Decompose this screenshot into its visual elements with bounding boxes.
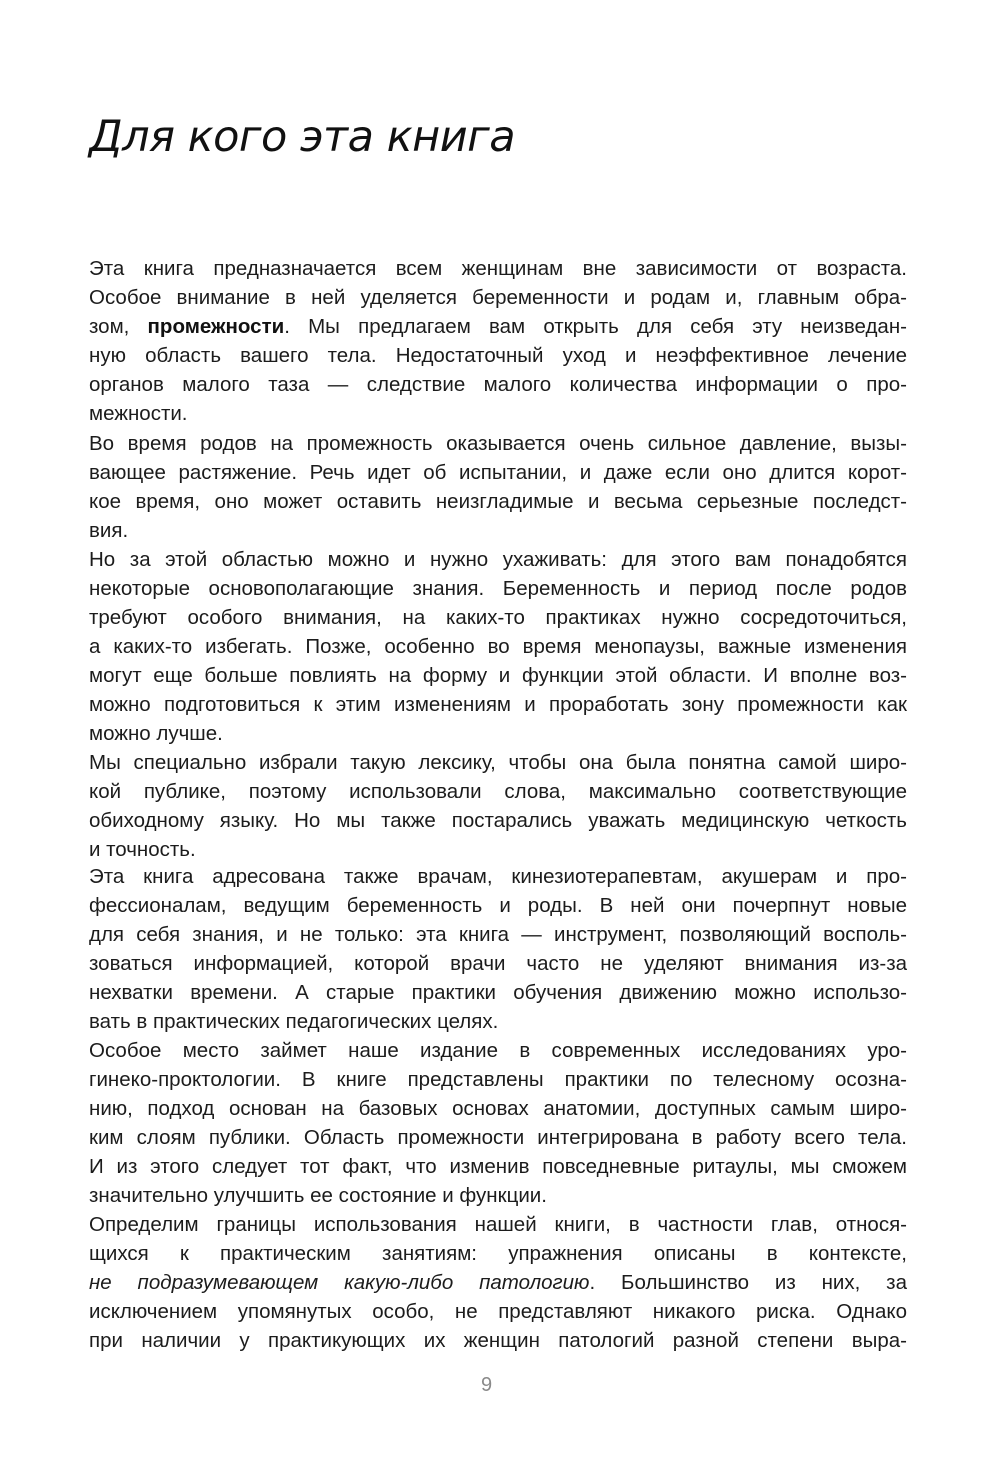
text-line: значительно улучшить ее состояние и функции.: [89, 1184, 547, 1207]
text-fragment: . Мы предлагаем вам открыть для себя эту неизведан-: [284, 315, 907, 338]
paragraph-intro: [89, 254, 907, 428]
text-line: для себя знания, и не только: эта книга — инструмент, позволяющий восполь-: [89, 923, 907, 946]
text-line: кое время, оно может оставить неизгладимые и весьма серьезные последст-: [89, 490, 907, 513]
page-number: 9: [480, 1374, 493, 1396]
text-line: Эта книга адресована также врачам, кинезиотерапевтам, акушерам и про-: [89, 865, 907, 888]
text-line: требуют особого внимания, на каких-то практиках нужно сосредоточиться,: [89, 606, 907, 629]
emphasis-term: промежности: [147, 315, 285, 338]
text-line: Особое внимание в ней уделяется беременности и родам и, главным обра-: [89, 286, 907, 309]
text-line: обиходному языку. Но мы также постарались уважать медицинскую четкость: [89, 809, 907, 832]
paragraph-birth: [89, 429, 907, 864]
text-line: Но за этой областью можно и нужно ухаживать: для этого вам понадобятся: [89, 548, 907, 571]
text-line: зоваться информацией, которой врачи часто не уделяют внимания из-за: [89, 952, 907, 975]
text-fragment: зом,: [89, 315, 148, 338]
text-fragment: . Большинство из них, за: [589, 1271, 907, 1294]
text-line: исключением упомянутых особо, не представляют никакого риска. Однако: [89, 1300, 907, 1323]
paragraph-professionals: [89, 862, 907, 1355]
text-line: [89, 1268, 907, 1297]
text-line: Эта книга предназначается всем женщинам вне зависимости от возраста.: [89, 257, 907, 280]
text-line: ную область вашего тела. Недостаточный уход и неэффективное лечение: [89, 344, 907, 367]
text-line: нию, подход основан на базовых основах анатомии, доступных самым широ-: [89, 1097, 907, 1120]
text-line: некоторые основополагающие знания. Беременность и период после родов: [89, 577, 907, 600]
text-line: фессионалам, ведущим беременность и роды. В ней они почерпнут новые: [89, 894, 907, 917]
text-line: и точность.: [89, 838, 196, 861]
italic-phrase: не подразумевающем какую-либо патологию: [89, 1271, 590, 1294]
text-line: вающее растяжение. Речь идет об испытании, и даже если оно длится корот-: [89, 461, 907, 484]
text-line: а каких-то избегать. Позже, особенно во время менопаузы, важные изменения: [89, 635, 907, 658]
text-line: нехватки времени. А старые практики обучения движению можно использо-: [89, 981, 907, 1004]
text-line: вия.: [89, 519, 129, 542]
text-line: щихся к практическим занятиям: упражнения описаны в контексте,: [89, 1242, 907, 1265]
page-title: Для кого эта книга: [89, 112, 516, 162]
text-line: И из этого следует тот факт, что изменив повседневные ритаулы, мы сможем: [89, 1155, 907, 1178]
text-line: Во время родов на промежность оказывается очень сильное давление, вызы-: [89, 432, 907, 455]
text-line: можно подготовиться к этим изменениям и проработать зону промежности как: [89, 693, 907, 716]
text-line: гинеко-проктологии. В книге представлены практики по телесному осозна-: [89, 1068, 907, 1091]
text-line: ким слоям публики. Область промежности интегрирована в работу всего тела.: [89, 1126, 907, 1149]
text-line: могут еще больше повлиять на форму и функции этой области. И вполне воз-: [89, 664, 907, 687]
text-line: кой публике, поэтому использовали слова, максимально соответствующие: [89, 780, 907, 803]
text-line: органов малого таза — следствие малого количества информации о про-: [89, 373, 907, 396]
text-line: при наличии у практикующих их женщин патологий разной степени выра-: [89, 1329, 907, 1352]
text-line: можно лучше.: [89, 722, 223, 745]
text-line: Особое место займет наше издание в современных исследованиях уро-: [89, 1039, 907, 1062]
text-line: Определим границы использования нашей книги, в частности глав, относя-: [89, 1213, 907, 1236]
text-line: [89, 312, 907, 341]
text-line: межности.: [89, 402, 188, 425]
text-line: вать в практических педагогических целях.: [89, 1010, 499, 1033]
text-line: Мы специально избрали такую лексику, чтобы она была понятна самой широ-: [89, 751, 907, 774]
